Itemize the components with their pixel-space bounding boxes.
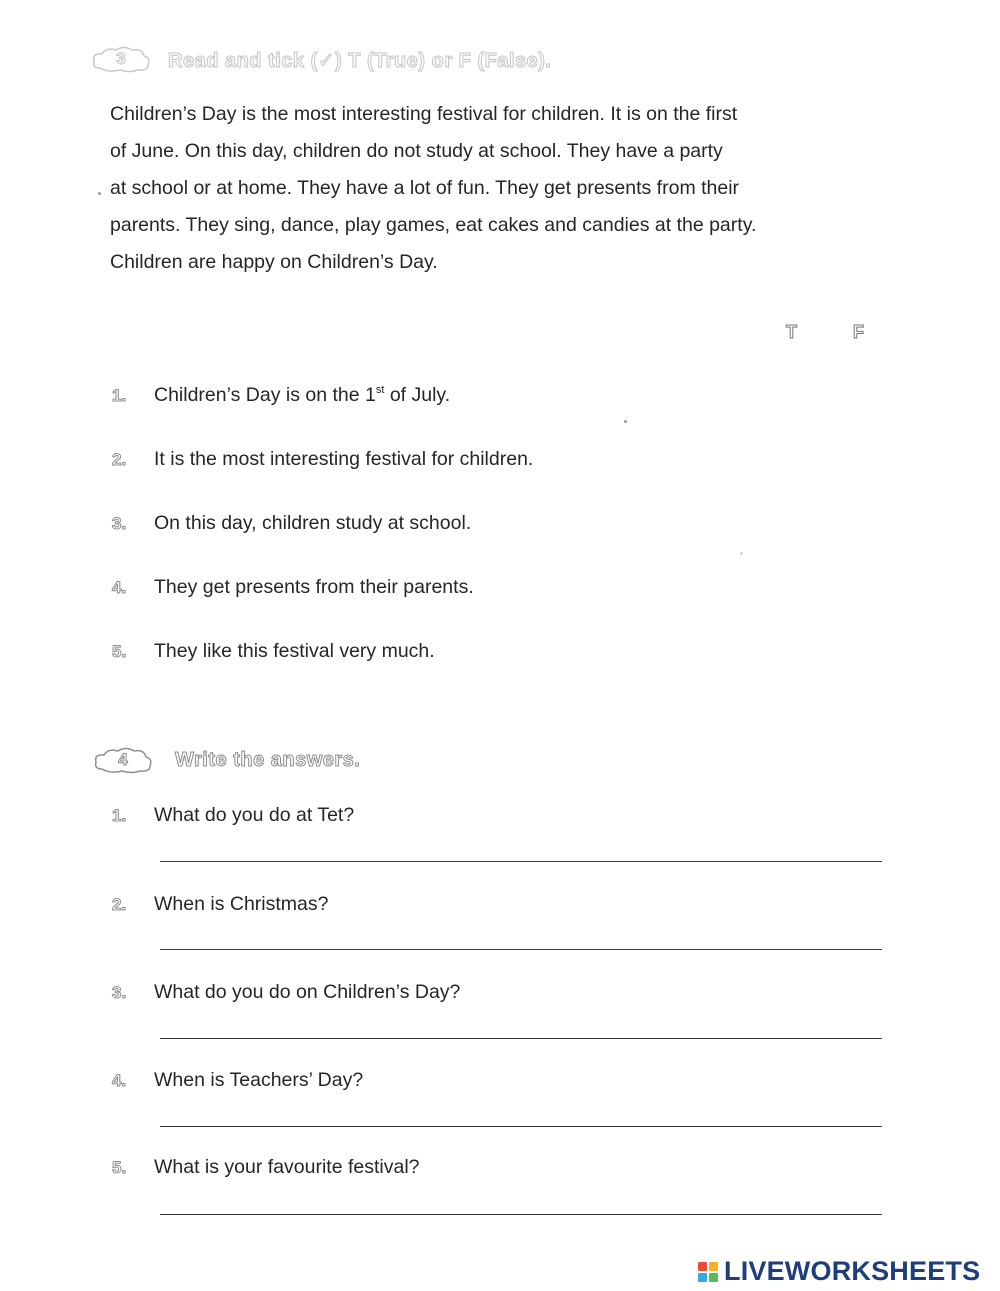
question-number: 5. xyxy=(112,1158,127,1177)
statement-1 xyxy=(112,384,450,407)
logo-block xyxy=(709,1262,718,1271)
reading-passage xyxy=(110,96,890,281)
passage-line: of June. On this day, children do not study at school. They have a party xyxy=(110,140,723,162)
statement-text-end: of July. xyxy=(384,384,451,406)
answer-line-5[interactable] xyxy=(160,1214,882,1215)
statement-superscript: st xyxy=(375,384,385,396)
question-number: 1. xyxy=(112,806,127,825)
logo-block xyxy=(709,1273,718,1282)
answer-line-2[interactable] xyxy=(160,949,882,950)
statement-number: 5. xyxy=(112,642,127,661)
answer-line-4[interactable] xyxy=(160,1126,882,1127)
passage-line: Children are happy on Children’s Day. xyxy=(110,251,438,273)
question-2 xyxy=(112,893,328,916)
statement-text: Children’s Day is on the 1 xyxy=(154,384,376,406)
question-text: When is Teachers’ Day? xyxy=(154,1069,364,1091)
logo-text: LIVEWORKSHEETS xyxy=(724,1256,981,1286)
question-text: What do you do on Children’s Day? xyxy=(154,981,461,1003)
scan-speck xyxy=(624,420,627,423)
statement-text: They like this festival very much. xyxy=(154,640,435,662)
logo-block xyxy=(698,1273,707,1282)
question-number: 4. xyxy=(112,1071,127,1090)
statement-number: 3. xyxy=(112,514,127,533)
scan-speck xyxy=(98,192,101,195)
question-3 xyxy=(112,981,460,1004)
question-number: 3. xyxy=(112,983,127,1002)
false-column-header: F xyxy=(853,322,864,342)
question-4 xyxy=(112,1069,363,1092)
question-5 xyxy=(112,1156,420,1179)
logo-block xyxy=(698,1262,707,1271)
section-3-number: 3 xyxy=(116,49,126,68)
passage-line: at school or at home. They have a lot of fun. They get presents from their xyxy=(110,177,740,199)
liveworksheets-logo[interactable] xyxy=(698,1256,980,1287)
statement-4 xyxy=(112,576,474,599)
section-4-badge xyxy=(92,745,154,775)
question-1 xyxy=(112,804,354,827)
section-4-instruction: Write the answers. xyxy=(175,749,361,771)
question-text: When is Christmas? xyxy=(154,893,329,915)
section-4-number: 4 xyxy=(118,750,128,769)
statement-text: They get presents from their parents. xyxy=(154,576,474,598)
statement-5 xyxy=(112,640,435,663)
statement-2 xyxy=(112,448,533,471)
statement-3 xyxy=(112,512,471,535)
statement-number: 2. xyxy=(112,450,127,469)
question-text: What do you do at Tet? xyxy=(154,804,355,826)
question-number: 2. xyxy=(112,895,127,914)
answer-line-3[interactable] xyxy=(160,1038,882,1039)
true-column-header: T xyxy=(786,322,797,342)
passage-line: Children’s Day is the most interesting festival for children. It is on the first xyxy=(110,103,738,125)
logo-blocks-icon xyxy=(698,1262,718,1282)
statement-number: 1. xyxy=(112,386,127,405)
scan-speck xyxy=(740,552,743,555)
passage-line: parents. They sing, dance, play games, eat cakes and candies at the party. xyxy=(110,214,757,236)
answer-line-1[interactable] xyxy=(160,861,882,862)
section-3-badge xyxy=(90,44,152,74)
section-3-instruction: Read and tick (✓) T (True) or F (False). xyxy=(168,50,552,72)
statement-text: On this day, children study at school. xyxy=(154,512,472,534)
statement-text: It is the most interesting festival for children. xyxy=(154,448,534,470)
question-text: What is your favourite festival? xyxy=(154,1156,420,1178)
statement-number: 4. xyxy=(112,578,127,597)
